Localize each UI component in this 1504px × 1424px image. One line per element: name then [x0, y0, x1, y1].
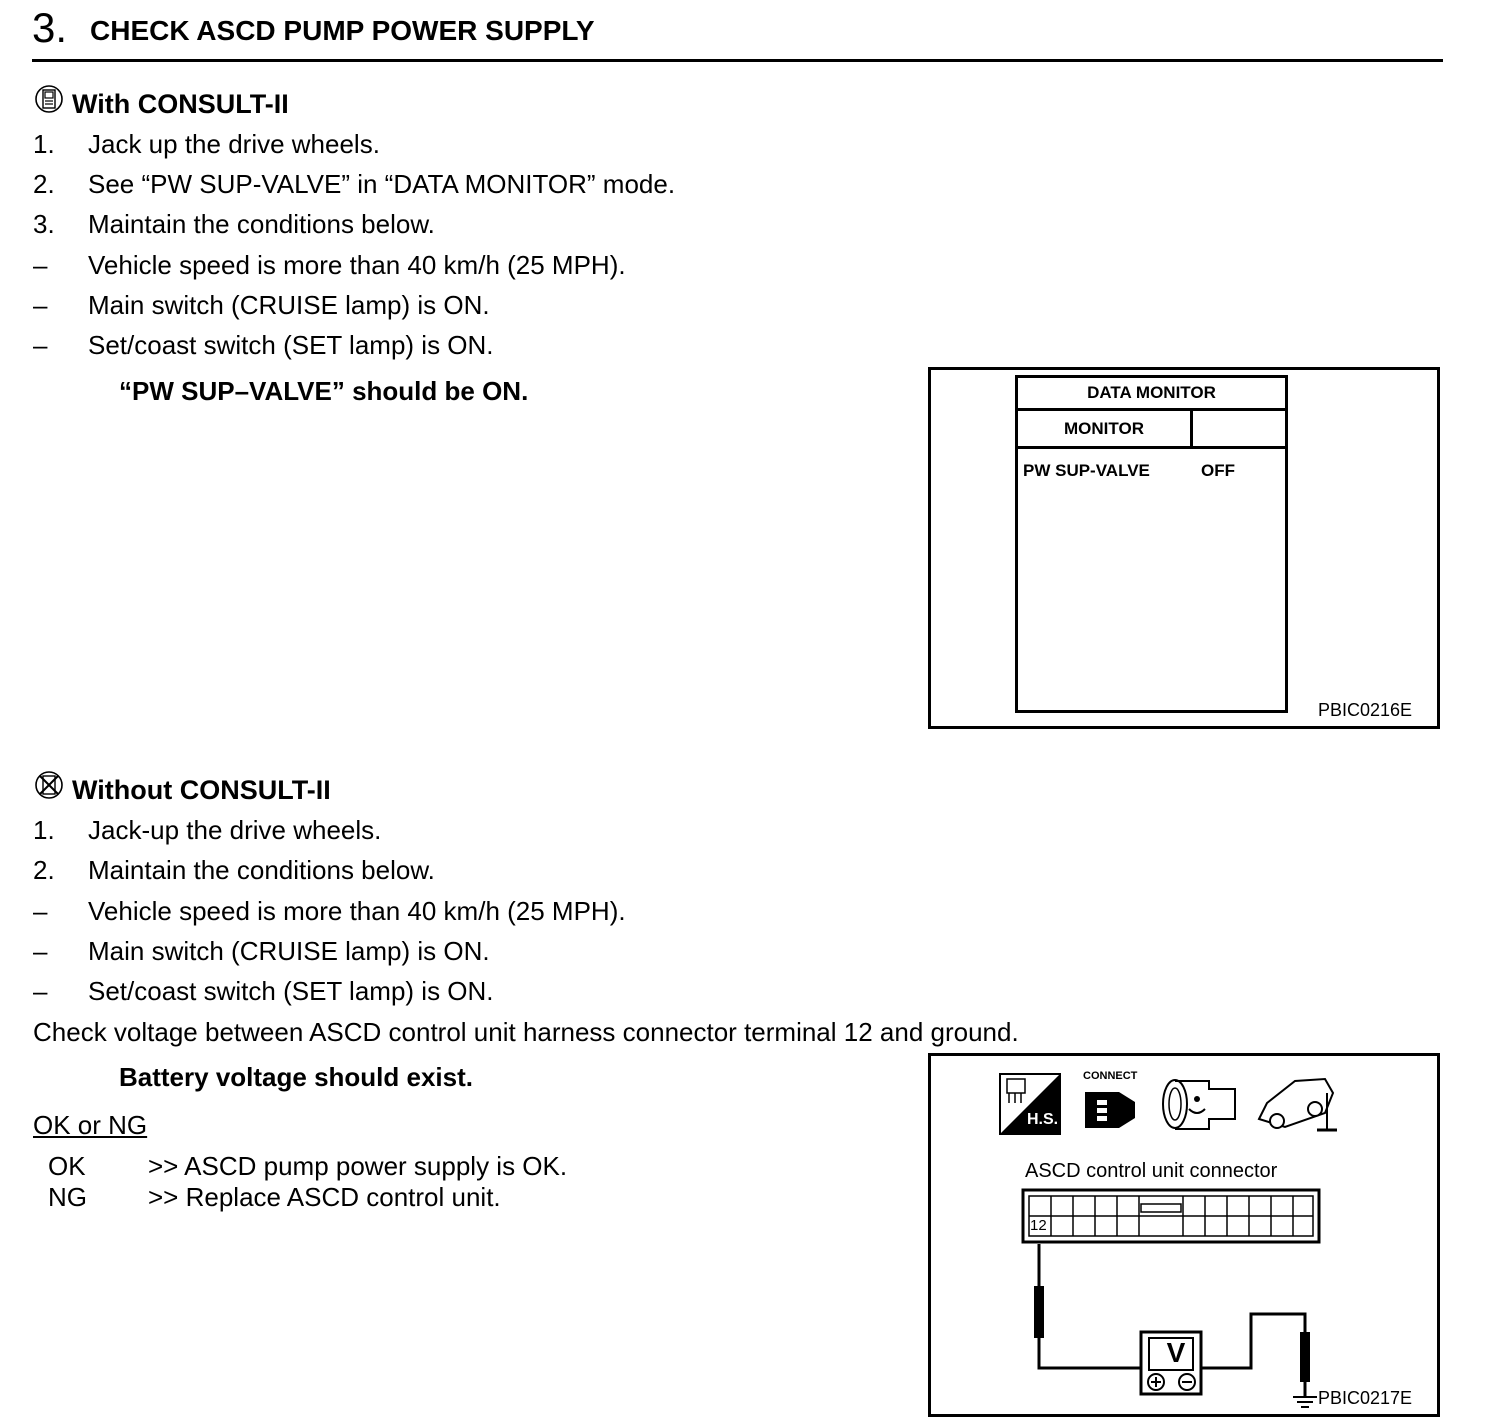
- connector-label: ASCD control unit connector: [1025, 1160, 1278, 1182]
- with-consult-heading: With CONSULT-II: [72, 89, 289, 119]
- harness-side-icon: H.S.: [999, 1073, 1061, 1135]
- list-item: 2. See “PW SUP-VALVE” in “DATA MONITOR” mode.: [33, 169, 676, 199]
- test-circuit: [1021, 1236, 1351, 1416]
- data-monitor-screen: [1015, 375, 1288, 713]
- result-ok-key: OK: [48, 1151, 86, 1181]
- data-monitor-header: MONITOR: [1018, 411, 1285, 449]
- header-rule: [32, 59, 1443, 62]
- result-ok-text: >> ASCD pump power supply is OK.: [148, 1151, 568, 1181]
- data-monitor-figure: [928, 367, 1440, 729]
- check-instruction: Check voltage between ASCD control unit harness connector terminal 12 and ground.: [33, 1017, 1019, 1047]
- list-item: – Main switch (CRUISE lamp) is ON.: [33, 936, 490, 966]
- result-heading: OK or NG: [33, 1110, 148, 1140]
- step-number: 3.: [32, 4, 68, 51]
- list-item: – Vehicle speed is more than 40 km/h (25 MPH).: [33, 250, 626, 280]
- step-title: CHECK ASCD PUMP POWER SUPPLY: [90, 15, 595, 46]
- expected-result: Battery voltage should exist.: [119, 1062, 473, 1092]
- result-ng-text: >> Replace ASCD control unit.: [148, 1182, 501, 1212]
- consult-icon: [34, 84, 64, 114]
- figure-code: PBIC0217E: [1318, 1388, 1413, 1408]
- list-item: – Set/coast switch (SET lamp) is ON.: [33, 330, 494, 360]
- vehicle-ground-icon: [1255, 1073, 1341, 1135]
- figure-code: PBIC0216E: [1318, 700, 1413, 720]
- list-item: 3. Maintain the conditions below.: [33, 209, 435, 239]
- list-item: – Vehicle speed is more than 40 km/h (25 MPH).: [33, 896, 626, 926]
- result-ng-key: NG: [48, 1182, 87, 1212]
- list-item: 2. Maintain the conditions below.: [33, 855, 435, 885]
- ecu-connector-icon: [1159, 1073, 1239, 1135]
- expected-result: “PW SUP–VALVE” should be ON.: [119, 376, 529, 406]
- connect-icon: CONNECT: [1079, 1070, 1141, 1136]
- no-consult-icon: [34, 770, 64, 800]
- without-consult-heading: Without CONSULT-II: [72, 775, 331, 805]
- connector-figure: [928, 1053, 1440, 1417]
- monitor-item-value: OFF: [1201, 461, 1235, 480]
- monitor-item-label: PW SUP-VALVE: [1023, 461, 1150, 480]
- list-item: – Main switch (CRUISE lamp) is ON.: [33, 290, 490, 320]
- terminal-label: 12: [1030, 1217, 1047, 1234]
- voltmeter-label: V: [1166, 1337, 1186, 1368]
- list-item: 1. Jack up the drive wheels.: [33, 129, 380, 159]
- data-monitor-title: DATA MONITOR: [1018, 378, 1285, 411]
- list-item: 1. Jack-up the drive wheels.: [33, 815, 382, 845]
- list-item: – Set/coast switch (SET lamp) is ON.: [33, 976, 494, 1006]
